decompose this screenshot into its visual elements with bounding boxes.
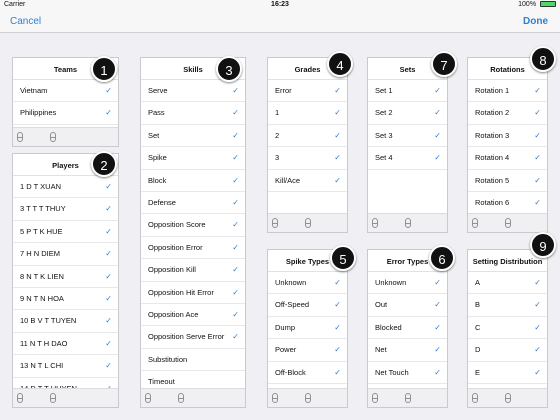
checkmark-icon: ✓ (232, 153, 239, 163)
option-row[interactable] (141, 192, 245, 214)
option-row[interactable] (468, 272, 547, 294)
option-label: Kill/Ace (275, 175, 301, 185)
option-row[interactable] (13, 310, 118, 332)
checkmark-icon: ✓ (232, 220, 239, 230)
checkmark-icon: ✓ (434, 322, 441, 332)
panel-title: Spike Types (268, 250, 347, 272)
checkmark-icon: ✓ (232, 287, 239, 297)
checkmark-icon: ✓ (105, 338, 112, 348)
option-label: Rotation 3 (475, 130, 510, 140)
checkmark-icon: ✓ (232, 309, 239, 319)
checkmark-icon: ✓ (534, 130, 541, 140)
checkmark-icon: ✓ (334, 175, 341, 185)
checkmark-icon: ✓ (334, 300, 341, 310)
status-bar (0, 0, 560, 11)
checkmark-icon: ✓ (105, 316, 112, 326)
checkmark-icon: ✓ (534, 175, 541, 185)
checkmark-icon: ✓ (534, 153, 541, 163)
checkmark-icon: ✓ (434, 300, 441, 310)
option-label: 5 P T K HUE (20, 226, 63, 236)
option-label: Off-Speed (275, 300, 310, 310)
option-label: 3 (275, 153, 280, 163)
checkmark-icon: ✓ (232, 265, 239, 275)
checkmark-icon: ✓ (334, 130, 341, 140)
option-label: Opposition Error (148, 242, 203, 252)
option-label: Rotation 5 (475, 175, 510, 185)
option-row[interactable] (368, 317, 447, 339)
option-row[interactable] (141, 259, 245, 281)
option-list (13, 176, 118, 400)
deselect-all-icon[interactable] (178, 393, 184, 403)
checkmark-icon: ✓ (534, 322, 541, 332)
option-list (268, 272, 347, 384)
checkmark-icon: ✓ (334, 153, 341, 163)
checkmark-icon: ✓ (334, 322, 341, 332)
option-label: Out (375, 300, 388, 310)
option-row[interactable] (368, 80, 447, 102)
checkmark-icon: ✓ (334, 86, 341, 95)
deselect-all-icon[interactable] (405, 218, 411, 228)
setting-distribution-panel (467, 249, 548, 408)
badge-9: 9 (530, 232, 556, 258)
option-row[interactable] (468, 192, 547, 214)
panel-footer (268, 213, 347, 232)
option-label: 7 H N DIEM (20, 249, 61, 259)
checkmark-icon: ✓ (434, 153, 441, 163)
checkmark-icon: ✓ (334, 345, 341, 355)
option-label: E (475, 367, 481, 377)
panel-footer (368, 388, 447, 407)
option-label: 10 B V T TUYEN (20, 316, 77, 326)
option-row[interactable] (141, 102, 245, 124)
option-row[interactable] (13, 333, 118, 355)
checkmark-icon: ✓ (534, 197, 541, 207)
option-list (141, 80, 245, 393)
option-label: Rotation 6 (475, 197, 510, 207)
option-row[interactable] (141, 125, 245, 147)
option-row[interactable] (268, 317, 347, 339)
option-row[interactable] (13, 288, 118, 310)
checkmark-icon: ✓ (232, 242, 239, 252)
option-row[interactable] (13, 266, 118, 288)
panel-title: Error Types (368, 250, 447, 272)
checkmark-icon: ✓ (534, 86, 541, 95)
checkmark-icon: ✓ (434, 86, 441, 95)
option-label: Net Touch (375, 367, 409, 377)
checkmark-icon: ✓ (232, 130, 239, 140)
checkmark-icon: ✓ (105, 361, 112, 371)
option-row[interactable] (468, 147, 547, 169)
option-row[interactable] (468, 294, 547, 316)
badge-4: 4 (327, 51, 353, 77)
option-label: Error (275, 86, 292, 95)
option-row[interactable] (13, 80, 118, 102)
deselect-all-icon[interactable] (305, 393, 311, 403)
option-row[interactable] (13, 243, 118, 265)
battery-icon (540, 1, 556, 7)
checkmark-icon: ✓ (105, 108, 112, 118)
panel-title: Sets (368, 58, 447, 80)
sets-panel (367, 57, 448, 233)
select-all-icon[interactable] (145, 393, 151, 403)
option-row[interactable] (368, 102, 447, 124)
option-row[interactable] (13, 221, 118, 243)
option-label: 8 N T K LIEN (20, 271, 64, 281)
option-label: 11 N T H DAO (20, 338, 68, 348)
option-row[interactable] (368, 147, 447, 169)
option-label: Philippines (20, 108, 57, 118)
checkmark-icon: ✓ (232, 175, 239, 185)
deselect-all-icon[interactable] (505, 393, 511, 403)
option-label: 3 T T T THUY (20, 204, 66, 214)
option-row[interactable] (268, 272, 347, 294)
option-row[interactable] (368, 294, 447, 316)
option-label: Opposition Ace (148, 309, 199, 319)
panel-footer (13, 127, 118, 146)
option-row[interactable] (13, 198, 118, 220)
option-label: Dump (275, 322, 296, 332)
option-label: 9 N T N HOA (20, 293, 64, 303)
option-list (468, 272, 547, 384)
option-label: Set 2 (375, 108, 393, 118)
checkmark-icon: ✓ (434, 130, 441, 140)
option-label: Defense (148, 197, 176, 207)
option-row[interactable] (368, 272, 447, 294)
option-label: Unknown (275, 278, 307, 287)
option-list (368, 272, 447, 384)
panel-title: Players (13, 154, 118, 176)
option-label: Rotation 2 (475, 108, 510, 118)
select-all-icon[interactable] (372, 218, 378, 228)
option-row[interactable] (468, 317, 547, 339)
option-label: 13 N T L CHI (20, 361, 64, 371)
select-all-icon[interactable] (272, 393, 278, 403)
option-row[interactable] (268, 147, 347, 169)
option-label: Blocked (375, 322, 402, 332)
checkmark-icon: ✓ (534, 278, 541, 287)
option-label: Rotation 1 (475, 86, 510, 95)
option-row[interactable] (141, 237, 245, 259)
option-label: Timeout (148, 377, 175, 387)
select-all-icon[interactable] (17, 393, 23, 403)
checkmark-icon: ✓ (334, 108, 341, 118)
select-all-icon[interactable] (17, 132, 23, 142)
skills-panel (140, 57, 246, 408)
option-label: Off-Block (275, 367, 306, 377)
option-label: Opposition Hit Error (148, 287, 214, 297)
panel-title: Grades (268, 58, 347, 80)
option-label: 2 (275, 130, 280, 140)
checkmark-icon: ✓ (105, 249, 112, 259)
panel-title: Teams (13, 58, 118, 80)
spike-types-panel (267, 249, 348, 408)
panel-footer (13, 388, 118, 407)
players-panel (12, 153, 119, 408)
deselect-all-icon[interactable] (405, 393, 411, 403)
option-label: Serve (148, 86, 168, 95)
badge-1: 1 (91, 56, 117, 82)
option-label: Unknown (375, 278, 407, 287)
option-label: Rotation 4 (475, 153, 510, 163)
checkmark-icon: ✓ (534, 108, 541, 118)
checkmark-icon: ✓ (434, 108, 441, 118)
select-all-icon[interactable] (372, 393, 378, 403)
panel-footer (368, 213, 447, 232)
checkmark-icon: ✓ (105, 204, 112, 214)
option-row[interactable] (368, 125, 447, 147)
option-row[interactable] (268, 125, 347, 147)
option-row[interactable] (141, 326, 245, 348)
option-row[interactable] (468, 362, 547, 384)
option-row[interactable] (268, 294, 347, 316)
option-row[interactable] (13, 355, 118, 377)
grades-panel (267, 57, 348, 233)
option-row[interactable] (13, 176, 118, 198)
badge-8: 8 (530, 46, 556, 72)
option-label: 1 D T XUAN (20, 182, 61, 191)
option-row[interactable] (141, 80, 245, 102)
checkmark-icon: ✓ (534, 345, 541, 355)
checkmark-icon: ✓ (105, 271, 112, 281)
checkmark-icon: ✓ (434, 345, 441, 355)
option-label: Vietnam (20, 86, 48, 95)
option-label: Opposition Kill (148, 265, 196, 275)
option-label: Set 1 (375, 86, 393, 95)
option-label: Set 3 (375, 130, 393, 140)
option-label: 1 (275, 108, 280, 118)
select-all-icon[interactable] (472, 218, 478, 228)
checkmark-icon: ✓ (232, 332, 239, 342)
option-label: Set (148, 130, 160, 140)
checkmark-icon: ✓ (232, 197, 239, 207)
option-list (368, 80, 447, 170)
option-row[interactable] (141, 147, 245, 169)
carrier-label: Carrier (4, 1, 26, 8)
option-label: A (475, 278, 481, 287)
checkmark-icon: ✓ (105, 86, 112, 95)
panel-title: Skills (141, 58, 245, 80)
option-row[interactable] (368, 362, 447, 384)
select-all-icon[interactable] (472, 393, 478, 403)
select-all-icon[interactable] (272, 218, 278, 228)
option-row[interactable] (268, 102, 347, 124)
panel-footer (268, 388, 347, 407)
option-row[interactable] (268, 362, 347, 384)
option-label: Power (275, 345, 297, 355)
option-list (268, 80, 347, 192)
deselect-all-icon[interactable] (505, 218, 511, 228)
checkmark-icon: ✓ (534, 367, 541, 377)
option-row[interactable] (368, 339, 447, 361)
checkmark-icon: ✓ (434, 278, 441, 287)
badge-5: 5 (330, 245, 356, 271)
battery-percent: 100% (518, 1, 537, 8)
deselect-all-icon[interactable] (50, 393, 56, 403)
option-row[interactable] (468, 125, 547, 147)
option-label: Substitution (148, 354, 188, 364)
done-button[interactable]: Done (523, 16, 548, 27)
rotations-panel (467, 57, 548, 233)
deselect-all-icon[interactable] (305, 218, 311, 228)
option-row[interactable] (141, 170, 245, 192)
panel-title: Rotations (468, 58, 547, 80)
badge-2: 2 (91, 151, 117, 177)
option-row[interactable] (468, 80, 547, 102)
option-row[interactable] (468, 102, 547, 124)
option-row[interactable] (141, 304, 245, 326)
badge-6: 6 (429, 245, 455, 271)
option-row[interactable] (268, 339, 347, 361)
checkmark-icon: ✓ (105, 182, 112, 191)
checkmark-icon: ✓ (232, 86, 239, 95)
checkmark-icon: ✓ (105, 226, 112, 236)
option-row[interactable] (141, 282, 245, 304)
checkmark-icon: ✓ (334, 278, 341, 287)
option-row[interactable] (468, 339, 547, 361)
panel-footer (468, 213, 547, 232)
option-label: B (475, 300, 481, 310)
navigation-bar (0, 11, 560, 33)
clock: 16:23 (271, 1, 289, 8)
option-label: Pass (148, 108, 165, 118)
option-list (13, 80, 118, 125)
checkmark-icon: ✓ (105, 293, 112, 303)
option-row[interactable] (268, 80, 347, 102)
cancel-button[interactable]: Cancel (10, 16, 42, 27)
panel-footer (468, 388, 547, 407)
option-row[interactable] (141, 349, 245, 371)
option-label: D (475, 345, 481, 355)
badge-3: 3 (216, 56, 242, 82)
battery-indicator (518, 1, 556, 8)
deselect-all-icon[interactable] (50, 132, 56, 142)
checkmark-icon: ✓ (434, 367, 441, 377)
option-label: Spike (148, 153, 167, 163)
option-label: C (475, 322, 481, 332)
option-row[interactable] (268, 170, 347, 192)
option-label: Opposition Score (148, 220, 206, 230)
error-types-panel (367, 249, 448, 408)
option-row[interactable] (468, 170, 547, 192)
option-label: Block (148, 175, 167, 185)
option-list (468, 80, 547, 214)
option-label: Net (375, 345, 387, 355)
badge-7: 7 (431, 51, 457, 77)
panel-footer (141, 388, 245, 407)
checkmark-icon: ✓ (334, 367, 341, 377)
checkmark-icon: ✓ (232, 108, 239, 118)
option-row[interactable] (141, 214, 245, 236)
option-label: Opposition Serve Error (148, 332, 225, 342)
option-row[interactable] (13, 102, 118, 124)
checkmark-icon: ✓ (534, 300, 541, 310)
option-label: Set 4 (375, 153, 393, 163)
panel-title: Setting Distribution (468, 250, 547, 272)
